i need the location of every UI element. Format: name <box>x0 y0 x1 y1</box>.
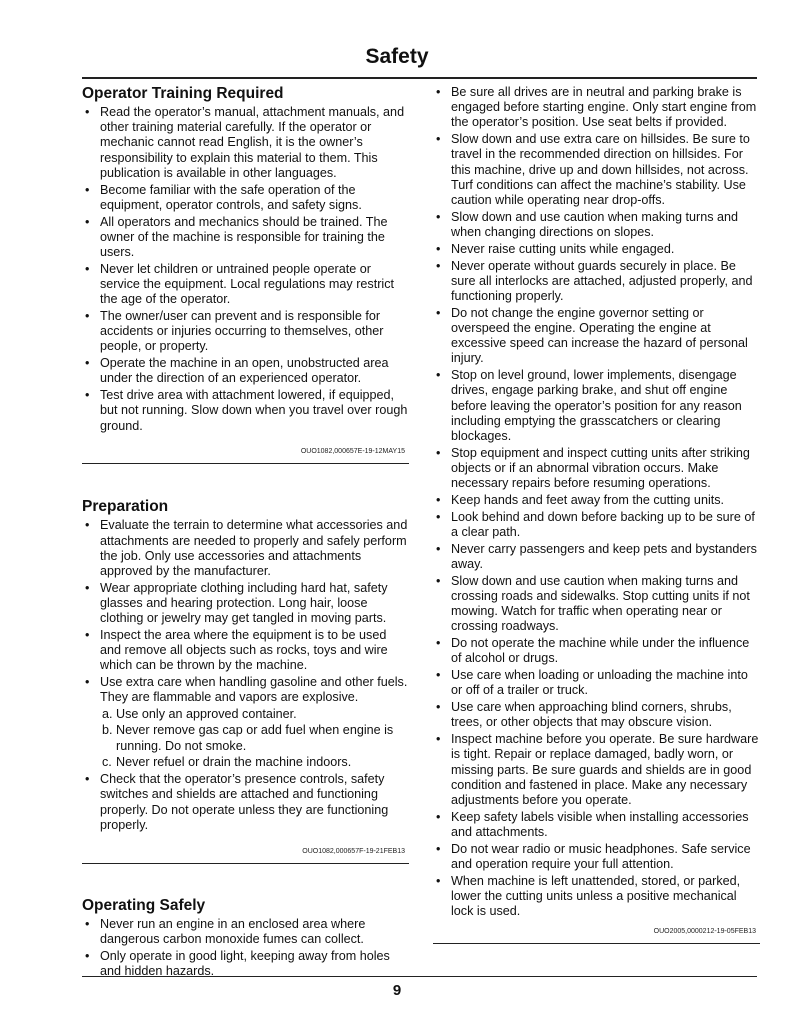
operating-safely-section <box>82 896 409 979</box>
list-item: • Stop on level ground, lower implements, disengage drives, engage parking brake, and shut off engine before leaving the operator’s position for any reason including emptying the grasscatchers or clearing blockages. <box>433 368 760 444</box>
list-item: • Never let children or untrained people operate or service the equipment. Local regulations may restrict the age of the operator. <box>82 262 409 308</box>
list-item: • Inspect machine before you operate. Be sure hardware is tight. Repair or replace damaged, badly worn, or missing parts. Be sure guards and shields are in good condition and fastened in place. Make any necessary adjustments before you operate. <box>433 732 760 808</box>
sub-item-text: Never remove gas cap or add fuel when engine is running. Do not smoke. <box>116 723 394 753</box>
list-item: • When machine is left unattended, stored, or parked, lower the cutting units unless a positive mechanical lock is used. <box>433 874 760 920</box>
list-item-text: Use extra care when handling gasoline and other fuels. They are flammable and vapors are explosive. <box>100 675 408 705</box>
list-item: • Keep hands and feet away from the cutting units. <box>433 493 760 508</box>
list-item: • Check that the operator’s presence controls, safety switches and shields are attached and functioning properly. Do not operate unless they are functioning properly. <box>82 772 409 833</box>
sub-item-text: Use only an approved container. <box>116 706 297 721</box>
list-item: • Never operate without guards securely in place. Be sure all interlocks are attached, adjusted properly, and functioning properly. <box>433 259 760 305</box>
operator-training-section <box>82 84 409 464</box>
operating-safely-list <box>82 917 409 979</box>
list-item: • Do not wear radio or music headphones. Safe service and operation require your full attention. <box>433 842 760 872</box>
right-column <box>433 85 760 944</box>
list-item: • Never raise cutting units while engaged. <box>433 242 760 257</box>
reference-code: OUO1082,000657E-19-12MAY15 <box>82 435 409 464</box>
preparation-list <box>82 518 409 833</box>
operator-training-list <box>82 105 409 434</box>
left-column <box>82 84 409 981</box>
list-item: • Test drive area with attachment lowered, if equipped, but not running. Slow down when you travel over rough ground. <box>82 388 409 434</box>
list-item: • Use care when loading or unloading the machine into or off of a trailer or truck. <box>433 668 760 698</box>
sub-item-letter: c. <box>102 755 112 770</box>
sub-item <box>100 755 409 770</box>
preparation-section <box>82 497 409 863</box>
list-item: • The owner/user can prevent and is responsible for accidents or injuries occurring to themselves, other people, or property. <box>82 309 409 355</box>
operating-safely-list-continued <box>433 85 760 919</box>
list-item: • Use care when approaching blind corners, shrubs, trees, or other objects that may obscure vision. <box>433 700 760 730</box>
sub-item-letter: b. <box>102 723 113 738</box>
list-item: • Wear appropriate clothing including hard hat, safety glasses and hearing protection. Long hair, loose clothing or jewelry may get tangled in moving parts. <box>82 581 409 627</box>
list-item: • Do not change the engine governor setting or overspeed the engine. Operating the engine at excessive speed can increase the hazard of personal injury. <box>433 306 760 367</box>
sub-item <box>100 723 409 753</box>
footer-divider <box>82 976 757 977</box>
section-title-operator-training: Operator Training Required <box>82 85 284 102</box>
list-item: • All operators and mechanics should be trained. The owner of the machine is responsible for training the users. <box>82 215 409 261</box>
list-item: • Keep safety labels visible when installing accessories and attachments. <box>433 810 760 840</box>
page-title: Safety <box>365 45 429 68</box>
sub-item-text: Never refuel or drain the machine indoors. <box>116 755 352 770</box>
list-item: • Do not operate the machine while under the influence of alcohol or drugs. <box>433 636 760 666</box>
list-item: • Evaluate the terrain to determine what accessories and attachments are needed to properly and safely perform the job. Only use accessories and attachments approved by the manufacturer. <box>82 518 409 579</box>
list-item <box>82 675 409 770</box>
sub-item-letter: a. <box>102 706 113 721</box>
list-item: • Slow down and use caution when making turns and when changing directions on slopes. <box>433 210 760 240</box>
list-item: • Look behind and down before backing up to be sure of a clear path. <box>433 510 760 540</box>
list-item: • Never carry passengers and keep pets and bystanders away. <box>433 542 760 572</box>
title-divider <box>82 77 757 79</box>
section-title-preparation: Preparation <box>82 498 169 516</box>
list-item: • Operate the machine in an open, unobstructed area under the direction of an experienced operator. <box>82 356 409 386</box>
section-title-operating-safely: Operating Safely <box>82 896 206 914</box>
list-item: • Never run an engine in an enclosed area where dangerous carbon monoxide fumes can collect. <box>82 917 409 947</box>
reference-code: OUO2005,0000212-19-05FEB13 <box>433 921 760 944</box>
list-item: • Be sure all drives are in neutral and parking brake is engaged before starting engine. Only start engine from the operator’s position. Use seat belts if provided. <box>433 85 760 131</box>
list-item: • Inspect the area where the equipment is to be used and remove all objects such as rocks, toys and wire which can be thrown by the machine. <box>82 628 409 674</box>
list-item: • Read the operator’s manual, attachment manuals, and other training material carefully. If the operator or mechanic cannot read English, it is the owner’s responsibility to explain this material to them. This publication is available in other languages. <box>82 105 409 181</box>
page-number: 9 <box>392 982 402 999</box>
list-item: • Slow down and use caution when making turns and crossing roads and sidewalks. Stop cutting units if not mowing. Watch for traffic when operating near or crossing roadways. <box>433 574 760 635</box>
fuel-sublist <box>100 707 409 771</box>
sub-item <box>100 707 409 722</box>
list-item: • Slow down and use extra care on hillsides. Be sure to travel in the recommended direction on hillsides. For this machine, drive up and down hillsides, not across. Turf conditions can affect the machine’s stability. Use caution while operating near drop-offs. <box>433 132 760 208</box>
list-item: • Stop equipment and inspect cutting units after striking objects or if an abnormal vibration occurs. Make necessary repairs before resuming operations. <box>433 446 760 492</box>
list-item: • Only operate in good light, keeping away from holes and hidden hazards. <box>82 949 409 979</box>
list-item: • Become familiar with the safe operation of the equipment, operator controls, and safety signs. <box>82 183 409 213</box>
reference-code: OUO1082,000657F-19-21FEB13 <box>82 835 409 864</box>
